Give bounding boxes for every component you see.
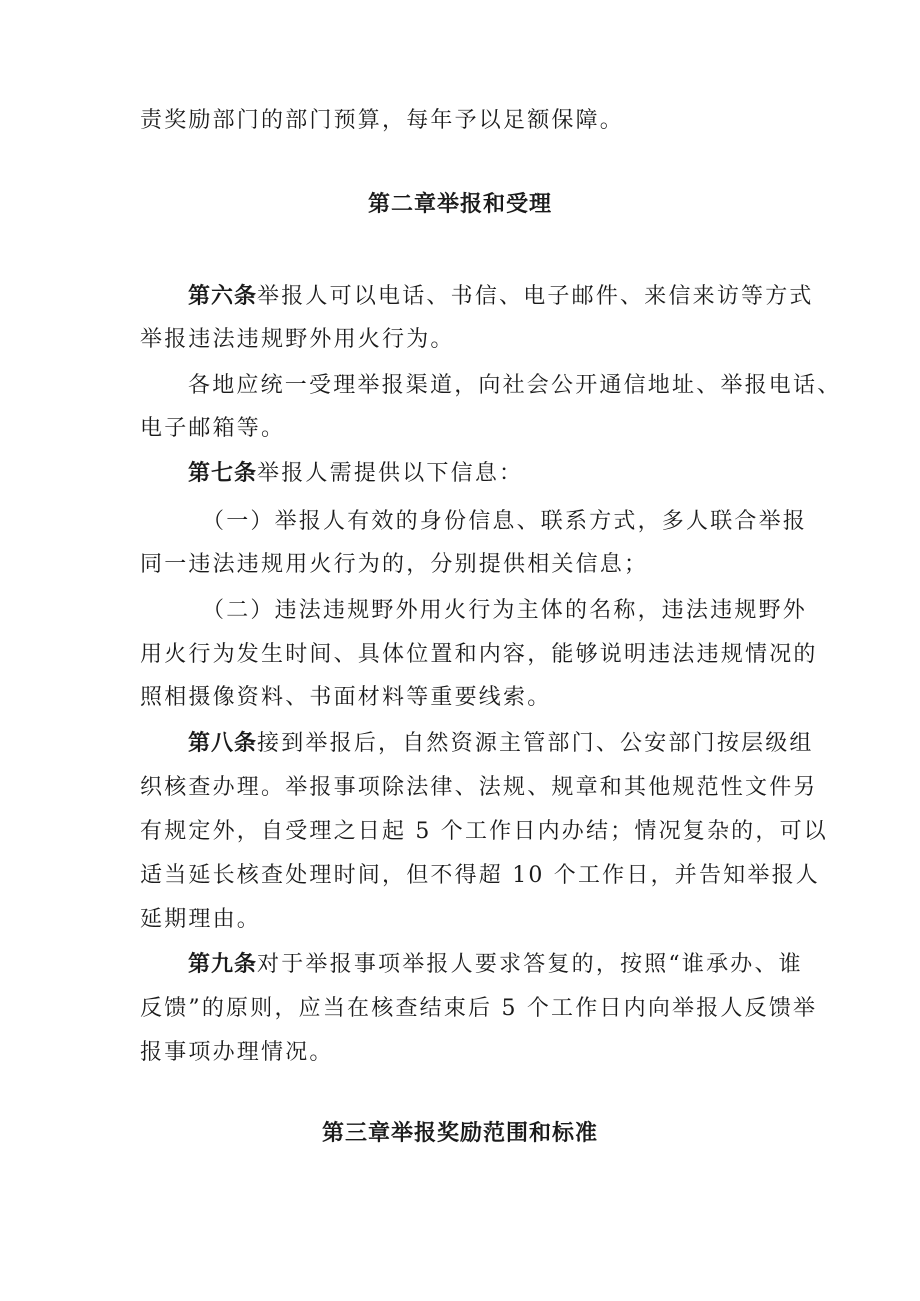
- channels-line-1: 各地应统一受理举报渠道，向社会公开通信地址、举报电话、: [188, 373, 842, 398]
- article-9-line-3: 报事项办理情况。: [140, 1040, 334, 1065]
- article-8-line-2: 织核查办理。举报事项除法律、法规、规章和其他规范性文件另: [140, 775, 818, 800]
- chapter-3-title: 第三章举报奖励范围和标准: [321, 1121, 598, 1146]
- article-6-label: 第六条: [188, 284, 258, 309]
- article-8-line-5: 延期理由。: [140, 907, 262, 932]
- article-7-item-2-line-2: 用火行为发生时间、具体位置和内容，能够说明违法违规情况的: [140, 642, 818, 667]
- article-7-item-2-line-1: （二）违法违规野外用火行为主体的名称，违法违规野外: [202, 598, 808, 623]
- article-9-label: 第九条: [188, 952, 258, 977]
- channels-line-2: 电子邮箱等。: [140, 416, 286, 441]
- article-6-line-2: 举报违法违规野外用火行为。: [140, 327, 455, 352]
- article-7-item-2-line-3: 照相摄像资料、书面材料等重要线索。: [140, 685, 552, 710]
- article-8-line-1: [188, 729, 814, 759]
- intro-tail-line: 责奖励部门的部门预算，每年予以足额保障。: [140, 108, 625, 133]
- article-6-text-1: 举报人可以电话、书信、电子邮件、来信来访等方式: [257, 284, 814, 309]
- article-9-text-1: 对于举报事项举报人要求答复的，按照“谁承办、谁: [257, 952, 803, 977]
- article-7-line-1: [188, 459, 523, 489]
- article-8-label: 第八条: [188, 731, 258, 756]
- article-7-text-1: 举报人需提供以下信息：: [257, 461, 524, 486]
- article-9-line-2: 反馈”的原则，应当在核查结束后 5 个工作日内向举报人反馈举: [140, 996, 818, 1021]
- article-9-line-1: [188, 950, 803, 980]
- article-7-item-1-line-1: （一）举报人有效的身份信息、联系方式，多人联合举报: [202, 509, 808, 534]
- chapter-2-title: 第二章举报和受理: [367, 192, 552, 217]
- article-8-text-1: 接到举报后，自然资源主管部门、公安部门按层级组: [257, 731, 814, 756]
- article-7-item-1-line-2: 同一违法违规用火行为的，分别提供相关信息；: [140, 552, 649, 577]
- article-8-line-4: 适当延长核查处理时间，但不得超 10 个工作日，并告知举报人: [140, 863, 820, 888]
- article-6-line-1: [188, 282, 814, 312]
- article-8-line-3: 有规定外，自受理之日起 5 个工作日内办结；情况复杂的，可以: [140, 819, 828, 844]
- article-7-label: 第七条: [188, 461, 258, 486]
